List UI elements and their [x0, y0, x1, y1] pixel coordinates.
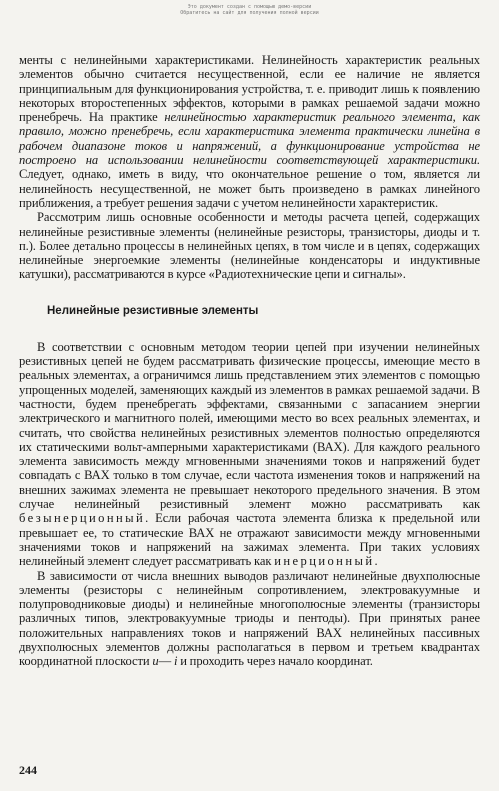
paragraph-4-text-a: В зависимости от числа внешних выводов различают нелинейные двухполюсные элементы (резисторы с нелинейным сопротивлением, электровакуумные и полупроводниковые диоды) и нелинейные многополюсные элементы (транзисторы различных типов, электровакуумные триоды и пентоды). При принятых ранее положительных направлениях токов и напряжений ВАХ нелинейных пассивных двухполюсных элементов должны располагаться в первом и третьем квадрантах координатной плоскости	[19, 568, 480, 669]
watermark-line-1: Это документ создан с помощью демо-версии	[187, 4, 312, 10]
paragraph-element-types	[19, 569, 480, 669]
paragraph-3-text-b: . Если рабочая частота элемента близка к предельной или превышает ее, то статические ВАХ не отражают зависимости между мгновенными значениями токов и напряжений на зажимах элемента. При таких условиях нелинейный элемент следует рассматривать как	[19, 511, 480, 569]
paragraph-1-italic-statement: нелинейностью характеристик реального элемента, как правило, можно пренебречь, если характеристика элемента практически линейна в рабочем диапазоне токов и напряжений, а функционирование устройства не построено на использовании нелинейности соответствующей характеристики.	[19, 110, 480, 168]
paragraph-4-text-b: и проходить через начало координат.	[177, 654, 373, 669]
variable-i: i	[173, 654, 178, 669]
watermark-line-2: Обратитесь на сайт для получения полной версии	[180, 10, 319, 16]
watermark	[0, 4, 499, 16]
paragraph-continuation	[19, 53, 480, 210]
variable-u: u	[152, 654, 159, 669]
paragraph-1-text-b: Следует, однако, иметь в виду, что окончательное решение о том, является ли нелинейность несущественной, не может быть произведено в рамках линейного приближения, а требует решения задачи с учетом нелинейности характеристик.	[19, 167, 480, 210]
page-body	[19, 53, 480, 669]
dash: —	[158, 654, 174, 669]
paragraph-scope: Рассмотрим лишь основные особенности и методы расчета цепей, содержащих нелинейные резистивные элементы (нелинейные резисторы, транзисторы, диоды и т. п.). Более детально процессы в нелинейных цепях, в том числе и в цепях, содержащих нелинейные энергоемкие элементы (нелинейные конденсаторы и индуктивные катушки), рассматриваются в курсе «Радиотехнические цепи и сигналы».	[19, 210, 480, 282]
section-heading: Нелинейные резистивные элементы	[47, 304, 259, 317]
term-inertialess: безынерционный	[19, 511, 146, 526]
paragraph-3-text-c: .	[374, 554, 378, 569]
paragraph-3-text-a: В соответствии с основным методом теории цепей при изучении нелинейных резистивных цепей не будем рассматривать физические процессы, имеющие место в реальных элементах, а ограничимся лишь представлением этих элементов с помощью упрощенных моделей, заменяющих каждый из элементов в рамках решаемой задачи. В частности, будем пренебрегать эффектами, связанными с запасанием энергии электрического и магнитного полей, имеющими место во всех реальных элементах, и считать, что свойства нелинейных резистивных элементов полностью определяются их статическими вольт-амперными характеристиками (ВАХ). Для каждого реального элемента зависимость между мгновенными значениями токов и напряжений будет совпадать с ВАХ только в том случае, если частота изменения токов и напряжений на внешних зажимах элемента не превышает некоторого предельного значения. В этом случае нелинейный резистивный элемент можно рассматривать как	[19, 339, 480, 512]
page-number: 244	[19, 763, 37, 777]
paragraph-model-assumptions	[19, 340, 480, 569]
term-inertial: инерционный	[274, 554, 375, 569]
paragraph-1-text-a: менты с нелинейными характеристиками. Нелинейность характеристик реальных элементов обычно считается несущественной, если ее наличие не является принципиальным для функционирования устройства, т. е. приводит лишь к появлению некоторых второстепенных эффектов, которыми в рамках решаемой задачи можно пренебречь. На практике	[19, 53, 480, 125]
